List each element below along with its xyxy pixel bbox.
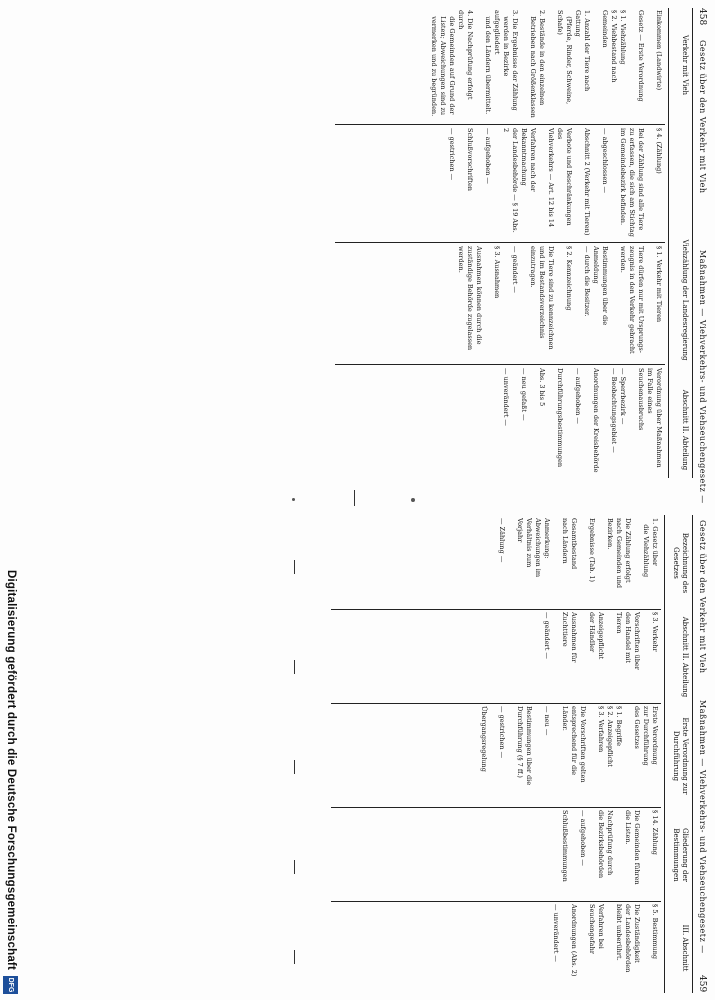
table-dash: [294, 560, 295, 574]
right-page-number: 459: [697, 975, 707, 993]
left-head-rule: [668, 8, 669, 478]
left-col-divider-3: [335, 364, 665, 365]
right-colhead-4: Gliederung der Bestimmungen: [672, 828, 689, 882]
gutter-mark: [354, 490, 355, 506]
table-dash: [294, 760, 295, 774]
right-column-3: Erste Verordnung zur Durchführung des Gesetzes § 1. Begriffe § 2. Anzeigepflicht § 3. Verfahren Die Vorschriften gelten entsprechend für die Länder. — neu — Bestimmungen über die Durchführung (§ 7 ff.) — gestrichen — Übergangsregelung: [480, 706, 659, 786]
left-page-number: 458: [697, 8, 707, 26]
right-colhead-5: III. Abschnitt: [681, 924, 689, 972]
left-top-rule: [692, 8, 693, 478]
right-col-divider-1: [331, 609, 661, 610]
table-dash: [294, 660, 295, 674]
left-col-divider-2: [335, 242, 665, 243]
footer-strip: [0, 0, 22, 1000]
dfg-logo-icon: DFG: [4, 976, 19, 994]
left-subhead-2: Viehzählung der Landesregierung: [681, 239, 689, 361]
gutter-dot: [411, 498, 415, 502]
right-col-divider-3: [331, 807, 661, 808]
right-column-2: § 3. Verkehr Vorschriften über den Handel mit Tieren Anzeigepflicht der Händler Ausnahmen für Zuchttiere — geändert —: [543, 612, 659, 670]
table-dash: [294, 950, 295, 964]
left-subhead-3: Abschnitt II. Abteilung: [681, 389, 689, 471]
left-column-4: Verordnung über Maßnahmen im Falle eines Seuchenausbruchs — Sperrbezirk — — Beobachtungsgebiet — Anordnungen der Kreisbehörde — aufgehoben — Durchführungsbestimmungen Abs. 3 bis 5 — neu gefaßt — — unverändert —: [502, 368, 663, 473]
footer-text: Digitalisierung gefördert durch die Deutsche Forschungsgemeinschaft: [5, 570, 17, 970]
right-column-1: 1. Gesetz über die Viehzählung Die Zählung erfolgt nach Gemeinden und Bezirken. Ergebnisse (Tab. 1) Gesamtbestand nach Ländern Anmerkung: Abweichungen im Verhältnis zum Vorjahr — Zählung —: [498, 518, 659, 589]
left-subhead-1: Verkehr mit Vieh: [681, 34, 689, 96]
left-column-1: Einkommen (Landwirte) Gesetz — Erste Verordnung § 1. Viehzählung § 2. Viehbestand nach Gemeinden 1. Anzahl der Tiere nach Gattung (Pferde, Rinder, Schweine, Schafe) 2. Bestände in den einzelnen Betrieben nach Größenklassen 3. Die Ergebnisse der Zählung werden in Bezirke aufgegliedert und den Ländern übermittelt. 4. Die Nachprüfung erfolgt durch die Gemeinden auf Grund der Listen; Abweichungen sind zu vermerken und zu begründen.: [430, 10, 663, 118]
left-col-divider-1: [335, 124, 665, 125]
table-dash: [294, 860, 295, 874]
right-colhead-1: Bezeichnung des Gesetzes: [672, 532, 689, 594]
gutter-dot: [292, 498, 295, 501]
right-top-rule: [692, 515, 693, 993]
right-title-center: Maßnahmen — Viehverkehrs- und Viehseuchengesetz —: [698, 700, 707, 954]
right-col-divider-4: [331, 901, 661, 902]
right-col-divider-2: [331, 703, 661, 704]
left-column-3: § 1. Verkehr mit Tieren Tiere dürfen nur mit Ursprungs- zeugnis in den Verkehr gebracht werden. Bestimmungen über die Anmeldung — durch die Besitzer. § 2. Kennzeichnung Die Tiere sind zu kennzeichnen und im Bestandsverzeichnis einzutragen. — geändert — § 3. Ausnahmen Ausnahmen können durch die zuständige Behörde zugelassen werden.: [457, 246, 663, 354]
right-head-rule: [664, 515, 665, 993]
left-column-2: § 4. (Zählung) Bei der Zählung sind alle Tiere zu erfassen, die sich am Stichtag im Gemeindebezirk befinden. — abgeschlossen — Abschnitt 2 (Verkehr mit Tieren) Verbote und Beschränkungen des Viehverkehrs — Art. 12 bis 14 Verfahren nach der Bekanntmachung der Landesbehörde — § 19 Abs. 2 — aufgehoben — Schlußvorschriften — gestrichen —: [448, 128, 663, 237]
right-colhead-3: Erste Verordnung zur Durchführung: [672, 717, 689, 795]
left-title-center: Maßnahmen — Viehverkehrs- und Viehseuchengesetz —: [698, 250, 707, 504]
right-column-4: § 14. Zählung Die Gemeinden führen die Listen. Nachprüfung durch die Bezirksbehörden — aufgehoben — Schlußbestimmungen: [561, 810, 659, 885]
left-running-header: Gesetz über den Verkehr mit Vieh: [698, 40, 707, 194]
right-running-header: Gesetz über den Verkehr mit Vieh: [698, 520, 707, 674]
right-column-5: § 5. Bestimmung Die Zuständigkeit der Landesbehörden bleibt unberührt. Verfahren bei Seuchengefahr Anordnungen (Abs. 2) — unverändert —: [552, 904, 659, 977]
right-colhead-2: Abschnitt II. Abteilung: [681, 616, 689, 698]
